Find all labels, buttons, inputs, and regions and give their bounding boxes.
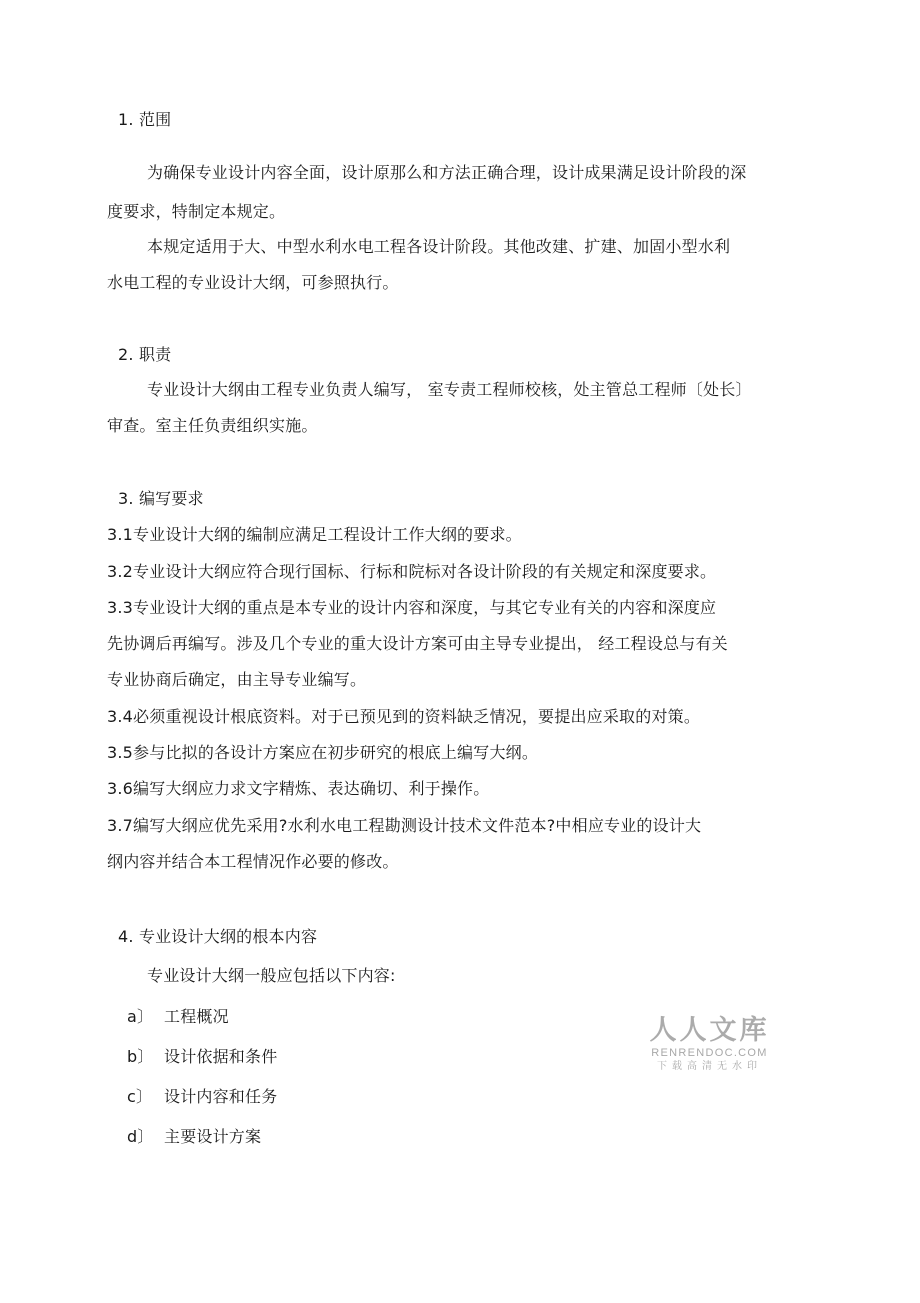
section-4-heading: 4. 专业设计大纲的根本内容 bbox=[118, 927, 318, 946]
requirement-3-4: 3.4必须重视设计根底资料。对于已预见到的资料缺乏情况，要提出应采取的对策。 bbox=[107, 707, 701, 726]
list-item-label: d〕 bbox=[127, 1127, 154, 1146]
list-item-text: 设计内容和任务 bbox=[164, 1087, 278, 1106]
section-1-paragraph-1-line-1: 为确保专业设计内容全面，设计原那么和方法正确合理，设计成果满足设计阶段的深 bbox=[147, 163, 747, 182]
section-3-heading: 3. 编写要求 bbox=[118, 489, 204, 508]
section-2-paragraph-line-1: 专业设计大纲由工程专业负责人编写， 室专责工程师校核，处主管总工程师〔处长〕 bbox=[147, 380, 752, 399]
section-1-paragraph-1-line-2: 度要求，特制定本规定。 bbox=[107, 202, 286, 221]
section-2-paragraph-line-2: 审查。室主任负责组织实施。 bbox=[107, 416, 318, 435]
section-1-heading: 1. 范围 bbox=[118, 110, 172, 129]
watermark-url: RENRENDOC.COM bbox=[651, 1047, 768, 1059]
section-1-paragraph-2-line-1: 本规定适用于大、中型水利水电工程各设计阶段。其他改建、扩建、加固小型水利 bbox=[147, 237, 731, 256]
requirement-3-6: 3.6编写大纲应力求文字精炼、表达确切、利于操作。 bbox=[107, 779, 490, 798]
list-item-text: 主要设计方案 bbox=[164, 1127, 262, 1146]
requirement-3-7-line-1: 3.7编写大纲应优先采用?水利水电工程勘测设计技术文件范本?中相应专业的设计大 bbox=[107, 816, 702, 835]
requirement-3-3-line-2: 先协调后再编写。涉及几个专业的重大设计方案可由主导专业提出， 经工程设总与有关 bbox=[107, 634, 728, 653]
list-item-label: b〕 bbox=[127, 1047, 154, 1066]
requirement-3-5: 3.5参与比拟的各设计方案应在初步研究的根底上编写大纲。 bbox=[107, 743, 539, 762]
requirement-3-2: 3.2专业设计大纲应符合现行国标、行标和院标对各设计阶段的有关规定和深度要求。 bbox=[107, 562, 717, 581]
watermark-subtitle: 下载高清无水印 bbox=[657, 1061, 762, 1072]
section-1-paragraph-2-line-2: 水电工程的专业设计大纲，可参照执行。 bbox=[107, 273, 399, 292]
list-item-text: 工程概况 bbox=[164, 1007, 229, 1026]
requirement-3-1: 3.1专业设计大纲的编制应满足工程设计工作大纲的要求。 bbox=[107, 525, 522, 544]
list-item-text: 设计依据和条件 bbox=[164, 1047, 278, 1066]
watermark bbox=[647, 1015, 772, 1074]
requirement-3-3-line-1: 3.3专业设计大纲的重点是本专业的设计内容和深度，与其它专业有关的内容和深度应 bbox=[107, 598, 717, 617]
watermark-title: 人人文库 bbox=[649, 1015, 770, 1046]
list-item-label: a〕 bbox=[127, 1007, 154, 1026]
requirement-3-7-line-2: 纲内容并结合本工程情况作必要的修改。 bbox=[107, 852, 399, 871]
requirement-3-3-line-3: 专业协商后确定，由主导专业编写。 bbox=[107, 670, 367, 689]
section-4-intro: 专业设计大纲一般应包括以下内容: bbox=[147, 966, 396, 985]
section-2-heading: 2. 职责 bbox=[118, 345, 172, 364]
list-item-label: c〕 bbox=[127, 1087, 153, 1106]
